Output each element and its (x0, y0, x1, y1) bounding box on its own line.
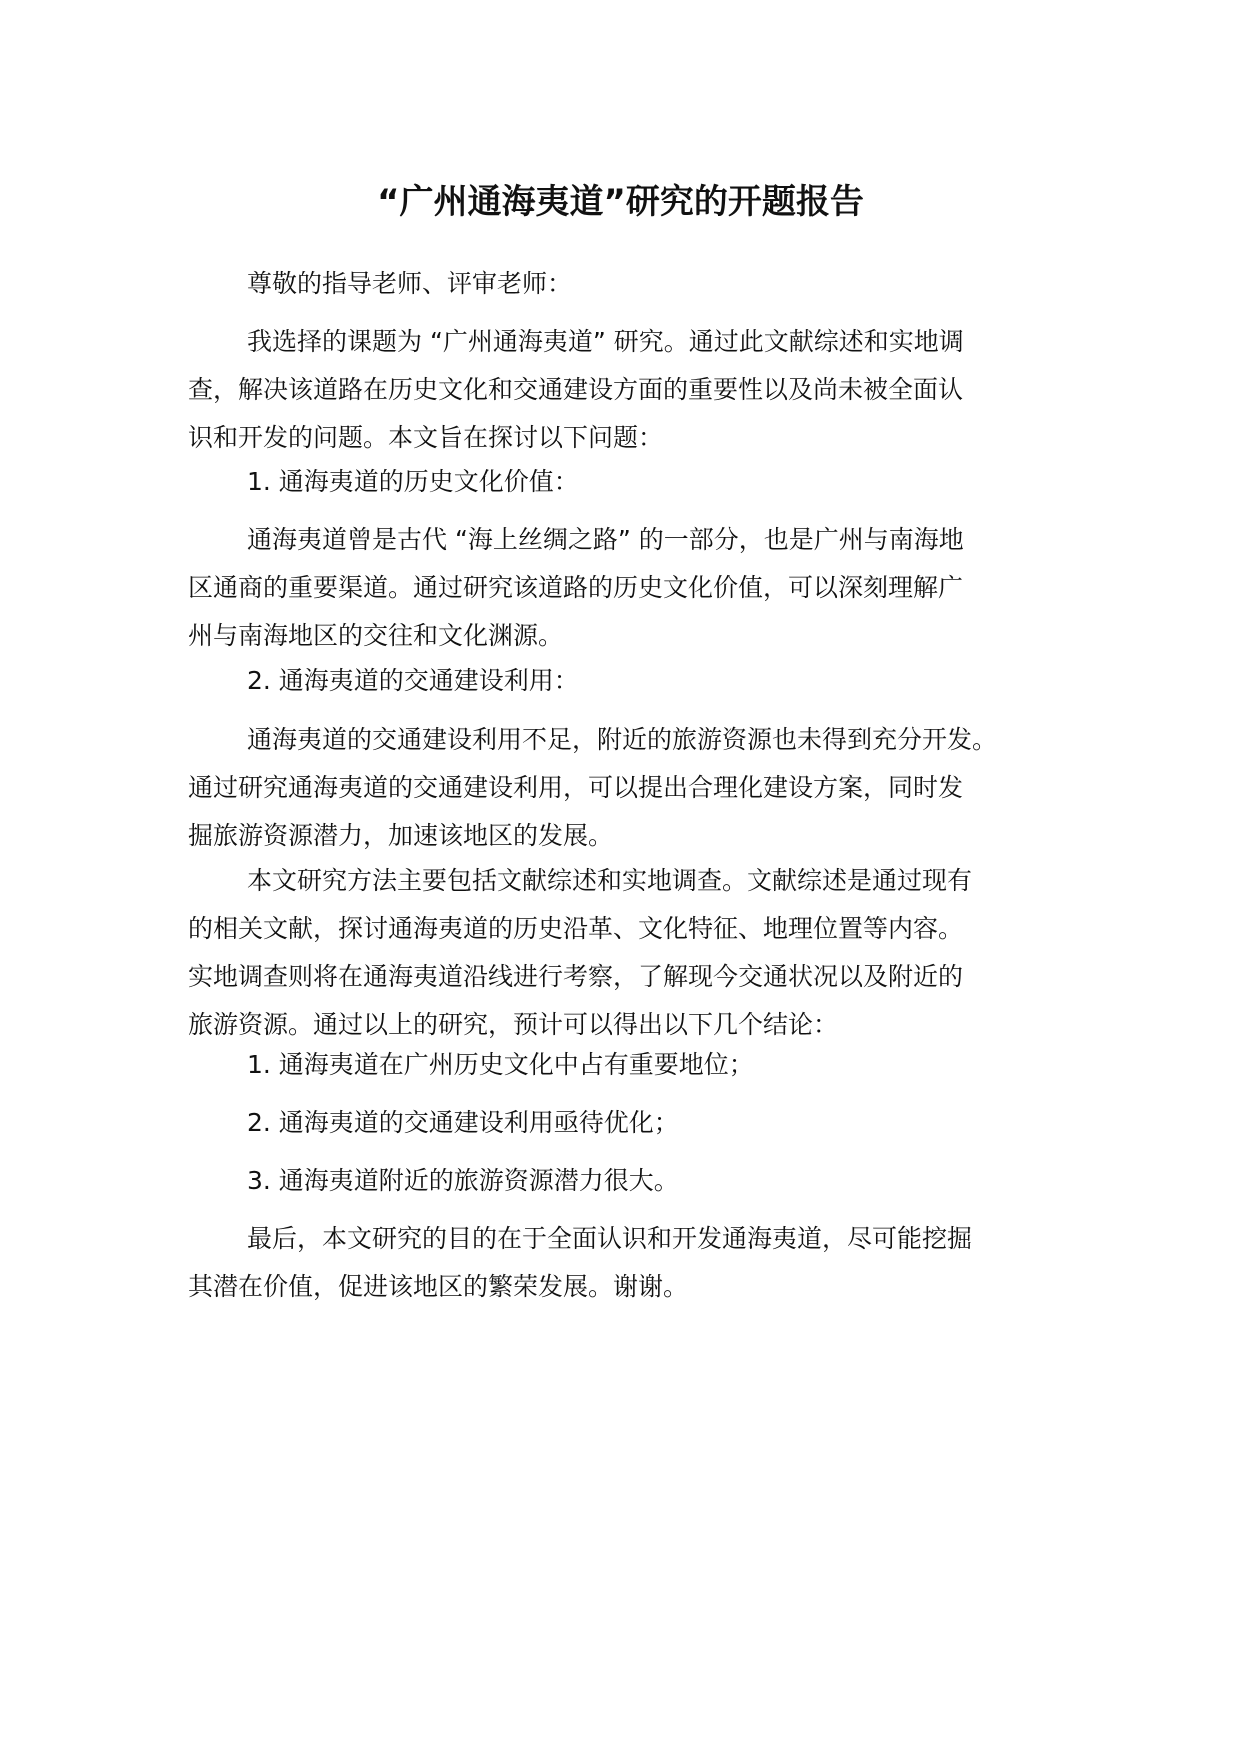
paragraph-intro (188, 318, 1036, 462)
list-heading-1 (188, 458, 1036, 506)
paragraph-history (188, 516, 1036, 660)
paragraph-line: 的相关文献，探讨通海夷道的历史沿革、文化特征、地理位置等内容。 (188, 914, 964, 943)
paragraph-methods (188, 857, 1036, 1049)
conclusion-item-1 (188, 1041, 1036, 1089)
paragraph-line: 通过研究通海夷道的交通建设利用，可以提出合理化建设方案，同时发 (188, 773, 964, 802)
paragraph-line: 掘旅游资源潜力，加速该地区的发展。 (188, 821, 614, 850)
paragraph-line: 通海夷道曾是古代 “海上丝绸之路” 的一部分，也是广州与南海地 (247, 525, 964, 554)
paragraph-line: 旅游资源。通过以上的研究，预计可以得出以下几个结论： (188, 1010, 839, 1039)
paragraph-line: 其潜在价值，促进该地区的繁荣发展。谢谢。 (188, 1272, 689, 1301)
list-heading-2 (188, 657, 1036, 705)
paragraph-line: 最后，本文研究的目的在于全面认识和开发通海夷道，尽可能挖掘 (247, 1224, 973, 1253)
paragraph-line: 识和开发的问题。本文旨在探讨以下问题： (188, 423, 664, 452)
paragraph-line: 3. 通海夷道附近的旅游资源潜力很大。 (247, 1166, 679, 1195)
paragraph-line: 查，解决该道路在历史文化和交通建设方面的重要性以及尚未被全面认 (188, 375, 964, 404)
paragraph-line: 1. 通海夷道的历史文化价值： (247, 467, 579, 496)
paragraph-line: 实地调查则将在通海夷道沿线进行考察，了解现今交通状况以及附近的 (188, 962, 964, 991)
paragraph-line: 我选择的课题为 “广州通海夷道” 研究。通过此文献综述和实地调 (247, 327, 964, 356)
paragraph-line: 2. 通海夷道的交通建设利用： (247, 666, 579, 695)
document-title: “广州通海夷道”研究的开题报告 (377, 182, 864, 222)
conclusion-item-2 (188, 1099, 1036, 1147)
paragraph-line: 通海夷道的交通建设利用不足，附近的旅游资源也未得到充分开发。 (247, 725, 998, 754)
paragraph-line: 1. 通海夷道在广州历史文化中占有重要地位； (247, 1050, 754, 1079)
paragraph-line: 区通商的重要渠道。通过研究该道路的历史文化价值，可以深刻理解广 (188, 573, 964, 602)
paragraph-line: 州与南海地区的交往和文化渊源。 (188, 621, 564, 650)
conclusion-item-3 (188, 1157, 1036, 1205)
paragraph-line: 2. 通海夷道的交通建设利用亟待优化； (247, 1108, 679, 1137)
paragraph-transport (188, 716, 1036, 860)
paragraph-closing (188, 1215, 1036, 1311)
salutation-text: 尊敬的指导老师、评审老师： (247, 269, 573, 298)
paragraph-line: 本文研究方法主要包括文献综述和实地调查。文献综述是通过现有 (247, 866, 973, 895)
salutation (188, 260, 1036, 308)
